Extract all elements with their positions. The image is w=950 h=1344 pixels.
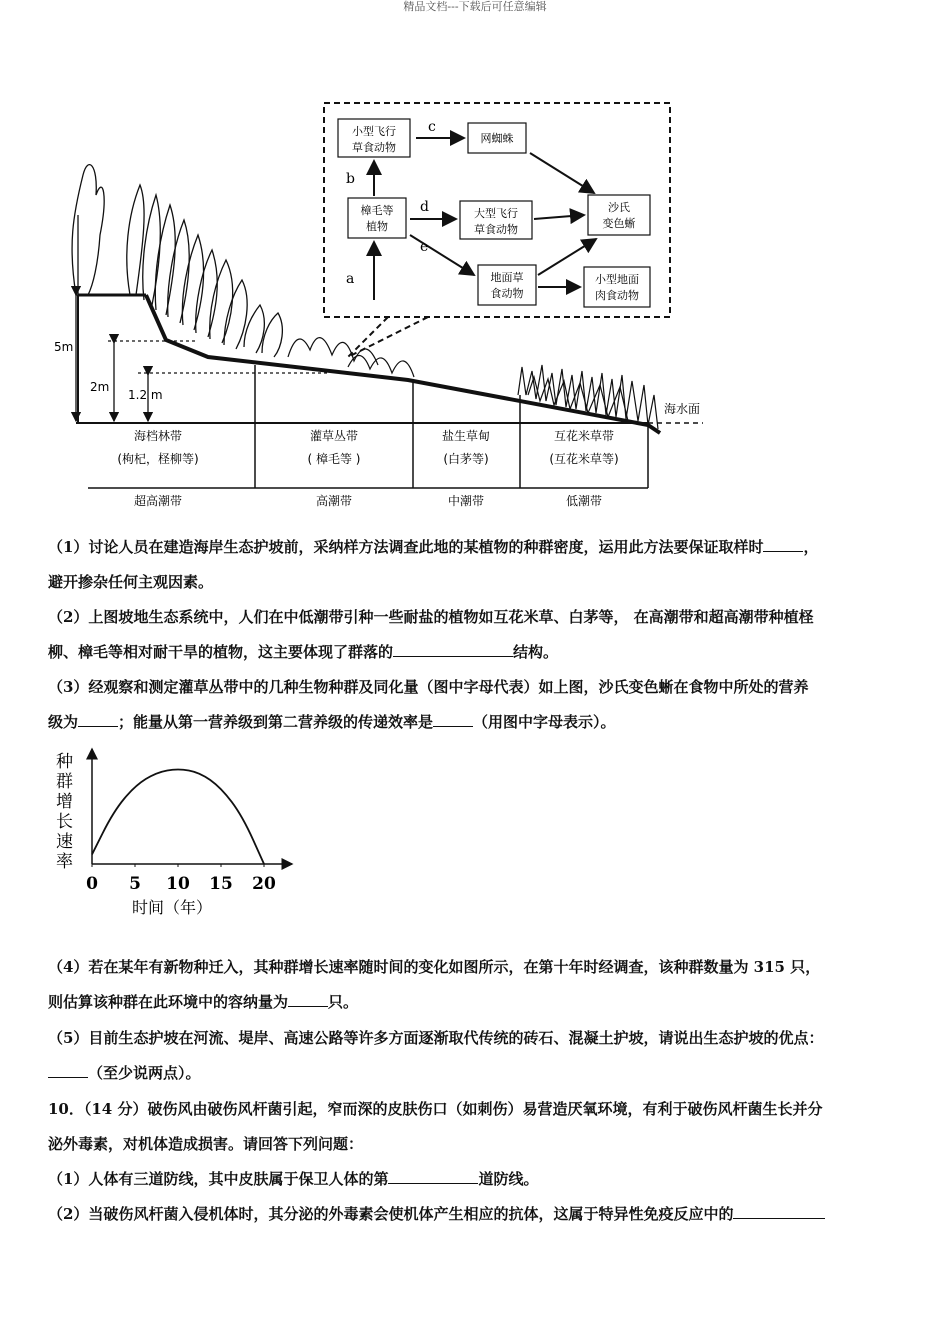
- zone-tide: 低潮带: [565, 494, 603, 508]
- node-large-flying-herbivore: 大型飞行: [474, 207, 518, 220]
- x-tick-label: 20: [252, 874, 276, 894]
- y-label-char: 群: [56, 772, 73, 792]
- x-axis-label: 时间（年）: [131, 898, 213, 917]
- question-4: [48, 950, 908, 1020]
- answer-blank[interactable]: [288, 990, 328, 1007]
- zone-plants: (白茅等): [443, 452, 489, 466]
- q1-text: ，: [803, 538, 819, 556]
- node-plant: 植物: [366, 220, 388, 233]
- q10-2-text: （2）当破伤风杆菌入侵机体时，其分泌的外毒素会使机体产生相应的抗体，这属于特异性免疫反应中的: [48, 1205, 734, 1223]
- node-ground-herbivore: 地面草: [490, 271, 524, 284]
- zone-tide: 高潮带: [315, 494, 353, 508]
- arrow-label-d: d: [420, 199, 429, 215]
- zone-tide: 中潮带: [447, 494, 485, 508]
- node-lizard: 变色蜥: [602, 217, 636, 230]
- question-10: [48, 1092, 908, 1232]
- zone-plants: ( 樟毛等 ): [307, 452, 361, 466]
- q3-text: ；能量从第一营养级到第二营养级的传递效率是: [118, 713, 434, 731]
- coastal-slope-figure: [48, 95, 708, 525]
- node-small-flying-herbivore: 小型飞行: [352, 125, 396, 138]
- answer-blank[interactable]: [48, 1061, 88, 1078]
- question-3: [48, 670, 908, 740]
- page-header: 精品文档---下载后可任意编辑: [403, 0, 547, 13]
- node-plant: 樟毛等: [360, 204, 394, 217]
- question-5: [48, 1021, 908, 1091]
- x-tick-label: 10: [166, 874, 190, 894]
- zone-plants: (枸杞，柽柳等): [117, 452, 199, 466]
- arrow-label-a: a: [346, 271, 355, 287]
- x-tick-label: 5: [129, 874, 141, 894]
- zone-plants: (互花米草等): [549, 452, 619, 466]
- answer-blank[interactable]: [393, 640, 513, 657]
- q3-text: 级为: [48, 713, 79, 731]
- answer-blank[interactable]: [388, 1167, 478, 1184]
- tree-silhouettes: [72, 165, 282, 357]
- height-1-2m: 1.2 m: [128, 388, 163, 402]
- node-spider: 网蜘蛛: [480, 132, 514, 145]
- node-ground-herbivore: 食动物: [490, 287, 524, 300]
- q10-1-text: 道防线。: [478, 1170, 539, 1188]
- q1-text: 避开掺杂任何主观因素。: [48, 573, 214, 591]
- y-label-char: 长: [56, 812, 73, 832]
- node-small-ground-carnivore: 小型地面: [595, 273, 639, 286]
- height-5m: 5m: [54, 340, 74, 354]
- q2-text: 结构。: [513, 643, 559, 661]
- question-1: [48, 530, 908, 600]
- q5-text: （5）目前生态护坡在河流、堤岸、高速公路等许多方面逐渐取代传统的砖石、混凝土护坡，请说出生态护坡的优点：: [48, 1029, 824, 1047]
- answer-blank[interactable]: [433, 710, 473, 727]
- y-label-char: 速: [56, 832, 73, 852]
- q10-text: 10．（14 分）破伤风由破伤风杆菌引起，窄而深的皮肤伤口（如刺伤）易营造厌氧环境，有利于破伤风杆菌生长并分: [48, 1100, 823, 1118]
- q5-text: （至少说两点）。: [88, 1064, 201, 1082]
- q10-1-text: （1）人体有三道防线，其中皮肤属于保卫人体的第: [48, 1170, 389, 1188]
- height-markers: [76, 295, 148, 421]
- zone-name: 互花米草带: [553, 429, 615, 443]
- x-tick-label: 0: [86, 874, 98, 894]
- q1-text: （1）讨论人员在建造海岸生态护坡前，采纳样方法调查此地的某植物的种群密度，运用此方法要保证取样时: [48, 538, 764, 556]
- growth-rate-series-line: [92, 770, 264, 865]
- zone-name: 灌草丛带: [309, 429, 359, 443]
- q4-text: 则估算该种群在此环境中的容纳量为: [48, 993, 289, 1011]
- node-small-ground-carnivore: 肉食动物: [595, 289, 639, 302]
- x-tick-label: 15: [209, 874, 233, 894]
- height-2m: 2m: [90, 380, 110, 394]
- growth-rate-chart: [52, 745, 302, 935]
- arrow-label-e: e: [420, 239, 429, 255]
- answer-blank[interactable]: [78, 710, 118, 727]
- node-small-flying-herbivore: 草食动物: [352, 141, 396, 154]
- y-label-char: 增: [56, 792, 73, 812]
- node-large-flying-herbivore: 草食动物: [474, 223, 518, 236]
- zone-tide: 超高潮带: [133, 494, 183, 508]
- zone-name: 海档林带: [133, 429, 183, 443]
- zone-name: 盐生草甸: [441, 429, 491, 443]
- answer-blank[interactable]: [733, 1202, 825, 1219]
- q3-text: （3）经观察和测定灌草丛带中的几种生物种群及同化量（图中字母代表）如上图，沙氏变色蜥在食物中所处的营养: [48, 678, 809, 696]
- q2-text: （2）上图坡地生态系统中，人们在中低潮带引种一些耐盐的植物如互花米草、白茅等， 在高潮带和超高潮带种植柽: [48, 608, 814, 626]
- answer-blank[interactable]: [763, 535, 803, 552]
- arrow-label-b: b: [346, 171, 355, 187]
- node-lizard: 沙氏: [608, 201, 630, 214]
- y-label-char: 种: [56, 752, 73, 772]
- q3-text: （用图中字母表示）。: [473, 713, 616, 731]
- question-2: [48, 600, 908, 670]
- q10-text: 泌外毒素，对机体造成损害。请回答下列问题：: [48, 1135, 364, 1153]
- q2-text: 柳、樟毛等相对耐干旱的植物，这主要体现了群落的: [48, 643, 394, 661]
- q4-text: 只。: [328, 993, 359, 1011]
- sea-level-label: 海水面: [664, 402, 701, 416]
- arrow-label-c: c: [428, 119, 436, 135]
- q4-text: （4）若在某年有新物种迁入，其种群增长速率随时间的变化如图所示，在第十年时经调查，该种群数量为 315 只，: [48, 958, 821, 976]
- y-label-char: 率: [56, 852, 73, 872]
